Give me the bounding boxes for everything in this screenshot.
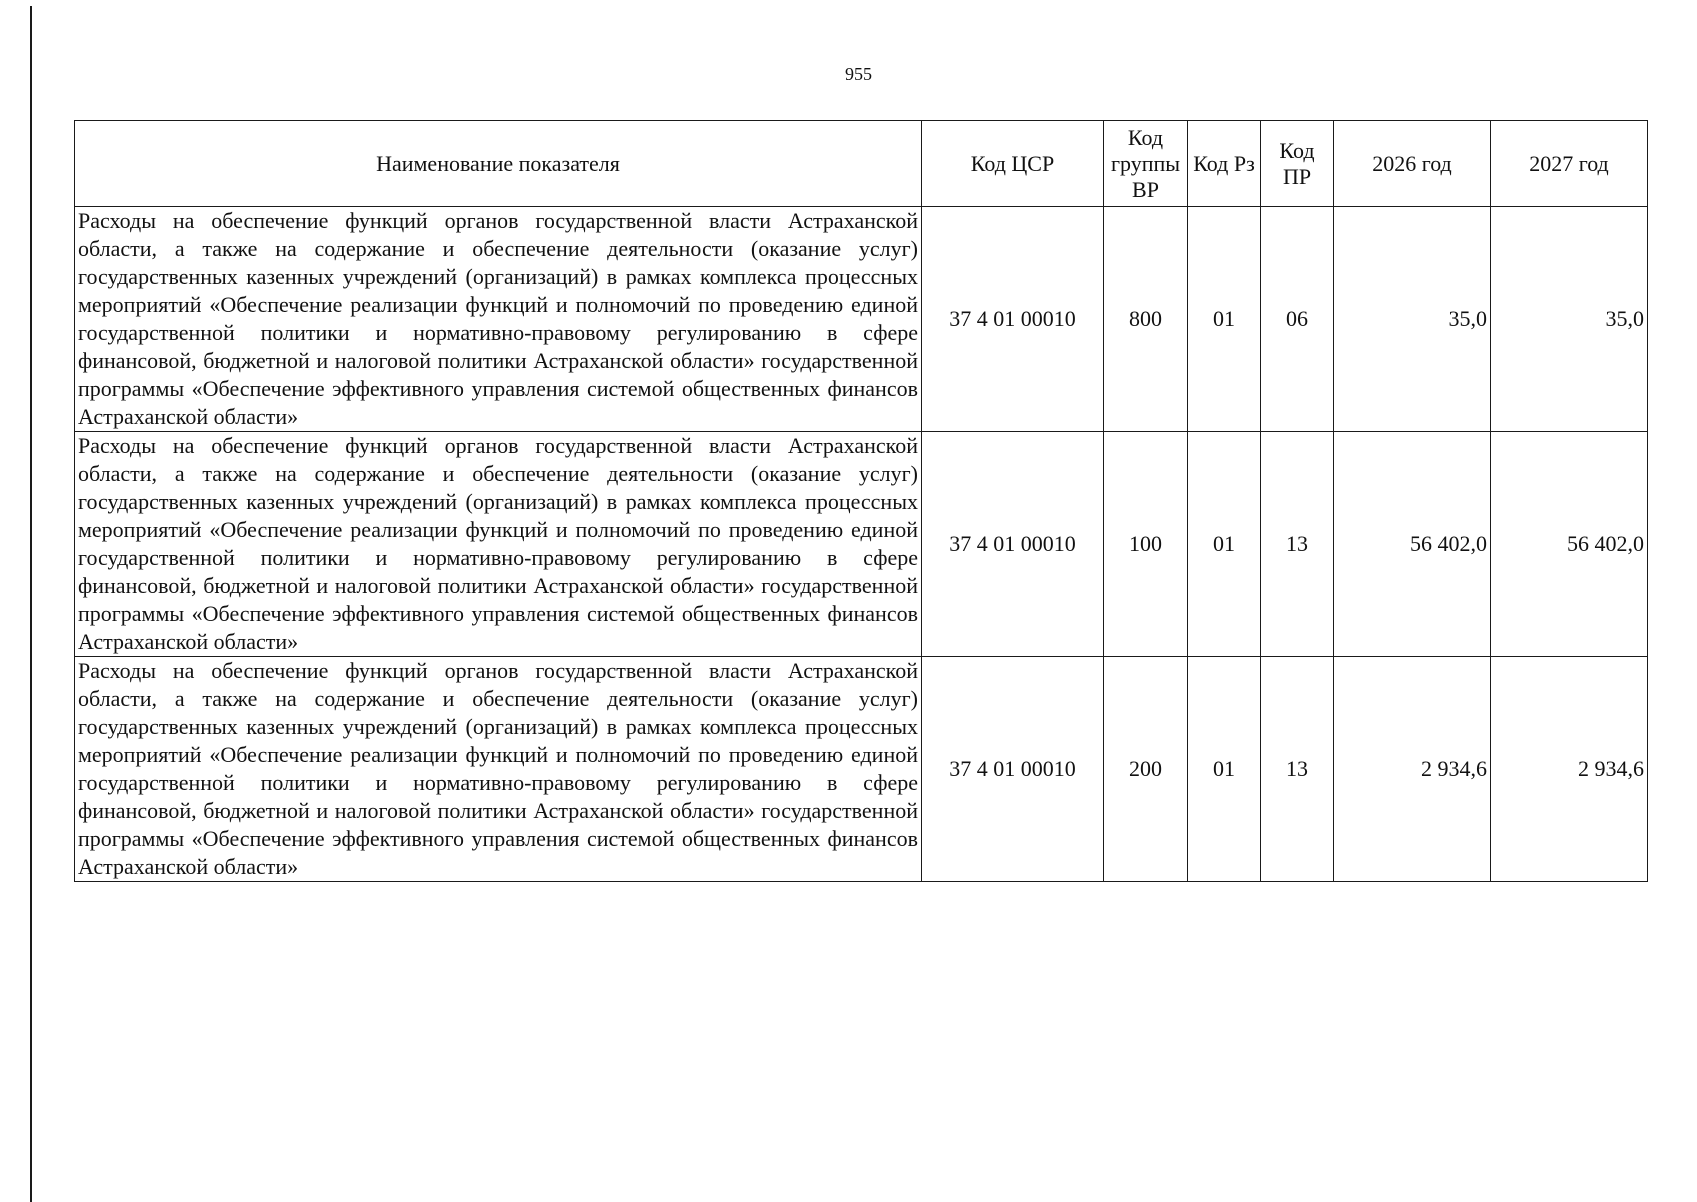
cell-csr-code: 37 4 01 00010 xyxy=(922,432,1104,657)
cell-name: Расходы на обеспечение функций органов государственной власти Астраханской области, а также на содержание и обеспечение деятельности (оказание услуг) государственных казенных учреждений (организаций) в рамках комплекса процессных мероприятий «Обеспечение реализации функций и полномочий по проведению единой государственной политики и нормативно-правовому регулированию в сфере финансовой, бюджетной и налоговой политики Астраханской области» государственной программы «Обеспечение эффективного управления системой общественных финансов Астраханской области» xyxy=(75,207,922,432)
cell-csr-code: 37 4 01 00010 xyxy=(922,657,1104,882)
cell-name: Расходы на обеспечение функций органов государственной власти Астраханской области, а также на содержание и обеспечение деятельности (оказание услуг) государственных казенных учреждений (организаций) в рамках комплекса процессных мероприятий «Обеспечение реализации функций и полномочий по проведению единой государственной политики и нормативно-правовому регулированию в сфере финансовой, бюджетной и налоговой политики Астраханской области» государственной программы «Обеспечение эффективного управления системой общественных финансов Астраханской области» xyxy=(75,432,922,657)
table-row xyxy=(75,207,1648,432)
cell-rz-code: 01 xyxy=(1188,657,1261,882)
cell-pr-code: 13 xyxy=(1261,432,1334,657)
header-csr-code: Код ЦСР xyxy=(922,121,1104,207)
binding-margin-line xyxy=(30,6,32,1202)
cell-csr-code: 37 4 01 00010 xyxy=(922,207,1104,432)
header-rz-code: Код Рз xyxy=(1188,121,1261,207)
header-name: Наименование показателя xyxy=(75,121,922,207)
cell-rz-code: 01 xyxy=(1188,207,1261,432)
table-row xyxy=(75,432,1648,657)
table-row xyxy=(75,657,1648,882)
page-number: 955 xyxy=(845,64,872,84)
cell-pr-code: 13 xyxy=(1261,657,1334,882)
cell-vr-code: 200 xyxy=(1104,657,1188,882)
cell-year-2027: 56 402,0 xyxy=(1491,432,1648,657)
cell-year-2027: 2 934,6 xyxy=(1491,657,1648,882)
table-header-row xyxy=(75,121,1648,207)
budget-table xyxy=(74,120,1648,882)
header-year-2027: 2027 год xyxy=(1491,121,1648,207)
header-vr-code: Код группы ВР xyxy=(1104,121,1188,207)
cell-pr-code: 06 xyxy=(1261,207,1334,432)
cell-year-2026: 56 402,0 xyxy=(1334,432,1491,657)
cell-year-2026: 2 934,6 xyxy=(1334,657,1491,882)
header-year-2026: 2026 год xyxy=(1334,121,1491,207)
cell-rz-code: 01 xyxy=(1188,432,1261,657)
cell-year-2026: 35,0 xyxy=(1334,207,1491,432)
cell-vr-code: 100 xyxy=(1104,432,1188,657)
cell-name: Расходы на обеспечение функций органов государственной власти Астраханской области, а также на содержание и обеспечение деятельности (оказание услуг) государственных казенных учреждений (организаций) в рамках комплекса процессных мероприятий «Обеспечение реализации функций и полномочий по проведению единой государственной политики и нормативно-правовому регулированию в сфере финансовой, бюджетной и налоговой политики Астраханской области» государственной программы «Обеспечение эффективного управления системой общественных финансов Астраханской области» xyxy=(75,657,922,882)
cell-year-2027: 35,0 xyxy=(1491,207,1648,432)
header-pr-code: Код ПР xyxy=(1261,121,1334,207)
cell-vr-code: 800 xyxy=(1104,207,1188,432)
